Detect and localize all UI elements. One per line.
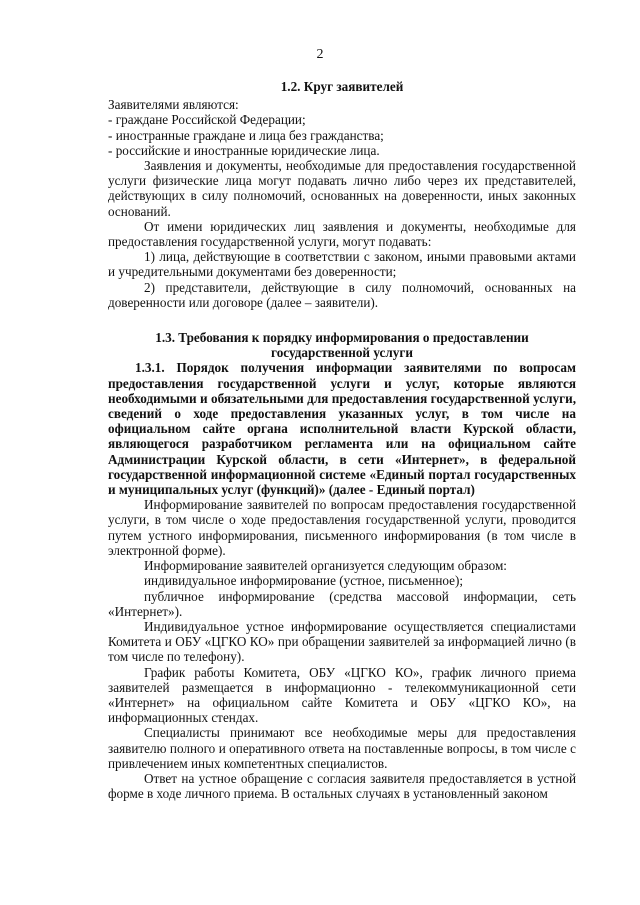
paragraph: График работы Комитета, ОБУ «ЦГКО КО», график личного приема заявителей размещается в информационно - телекоммуникационной сети «Интернет» на официальном сайте Комитета и ОБУ «ЦГКО КО», на информационных стендах.	[108, 664, 576, 726]
subsection-1-3-1: 1.3.1. Порядок получения информации заявителями по вопросам предоставления государственной услуги и услуг, которые являются необходимыми и обязательными для предоставления государственной услуги, сведений о ходе предоставления указанных услуг, в том числе на официальном сайте органа исполнительной власти Курской области, являющегося разработчиком регламента или на официальном сайте Администрации Курской области, в сети «Интернет», в федеральной государственной информационной системе «Единый портал государственных и муниципальных услуг (функций)» (далее - Единый портал)	[108, 360, 576, 498]
paragraph: Заявителями являются:	[108, 97, 239, 113]
page-number: 2	[316, 47, 324, 62]
paragraph: Индивидуальное устное информирование осуществляется специалистами Комитета и ОБУ «ЦГКО КО» при обращении заявителей за информацией лично (в том числе по телефону).	[108, 618, 576, 665]
section-heading-1-3: 1.3. Требования к порядку информирования о предоставлении	[155, 330, 529, 346]
paragraph: Информирование заявителей организуется следующим образом:	[144, 558, 507, 574]
list-item: - российские и иностранные юридические лица.	[108, 142, 380, 158]
paragraph: индивидуальное информирование (устное, письменное);	[144, 573, 464, 589]
paragraph: Заявления и документы, необходимые для предоставления государственной услуги физические лица могут подавать лично либо через их представителей, действующих в силу полномочий, основанных на доверенности, иных законных оснований.	[108, 158, 576, 219]
paragraph: От имени юридических лиц заявления и документы, необходимые для предоставления государственной услуги, могут подавать:	[108, 218, 576, 250]
list-item: - граждане Российской Федерации;	[108, 112, 306, 128]
document-body	[108, 79, 576, 801]
paragraph: 1) лица, действующие в соответствии с законом, иными правовыми актами и учредительными документами без доверенности;	[108, 249, 576, 280]
section-heading-1-3-line2: государственной услуги	[271, 345, 413, 361]
paragraph: Специалисты принимают все необходимые меры для предоставления заявителю полного и оперативного ответа на поставленные вопросы, в том числе с привлечением иных компетентных специалистов.	[108, 725, 576, 771]
section-heading-1-2: 1.2. Круг заявителей	[280, 79, 404, 94]
paragraph: Информирование заявителей по вопросам предоставления государственной услуги, в том числе о ходе предоставления государственной услуги, проводится путем устного информирования, письменного информирования (в том числе в электронной форме).	[108, 497, 576, 558]
list-item: - иностранные граждане и лица без гражданства;	[108, 127, 384, 143]
paragraph: публичное информирование (средства массовой информации, сеть «Интернет»).	[108, 588, 576, 619]
paragraph: Ответ на устное обращение с согласия заявителя предоставляется в устной форме в ходе личного приема. В остальных случаях в установленный законом	[108, 770, 576, 802]
paragraph: 2) представители, действующие в силу полномочий, основанных на доверенности или договоре (далее – заявители).	[108, 279, 576, 310]
